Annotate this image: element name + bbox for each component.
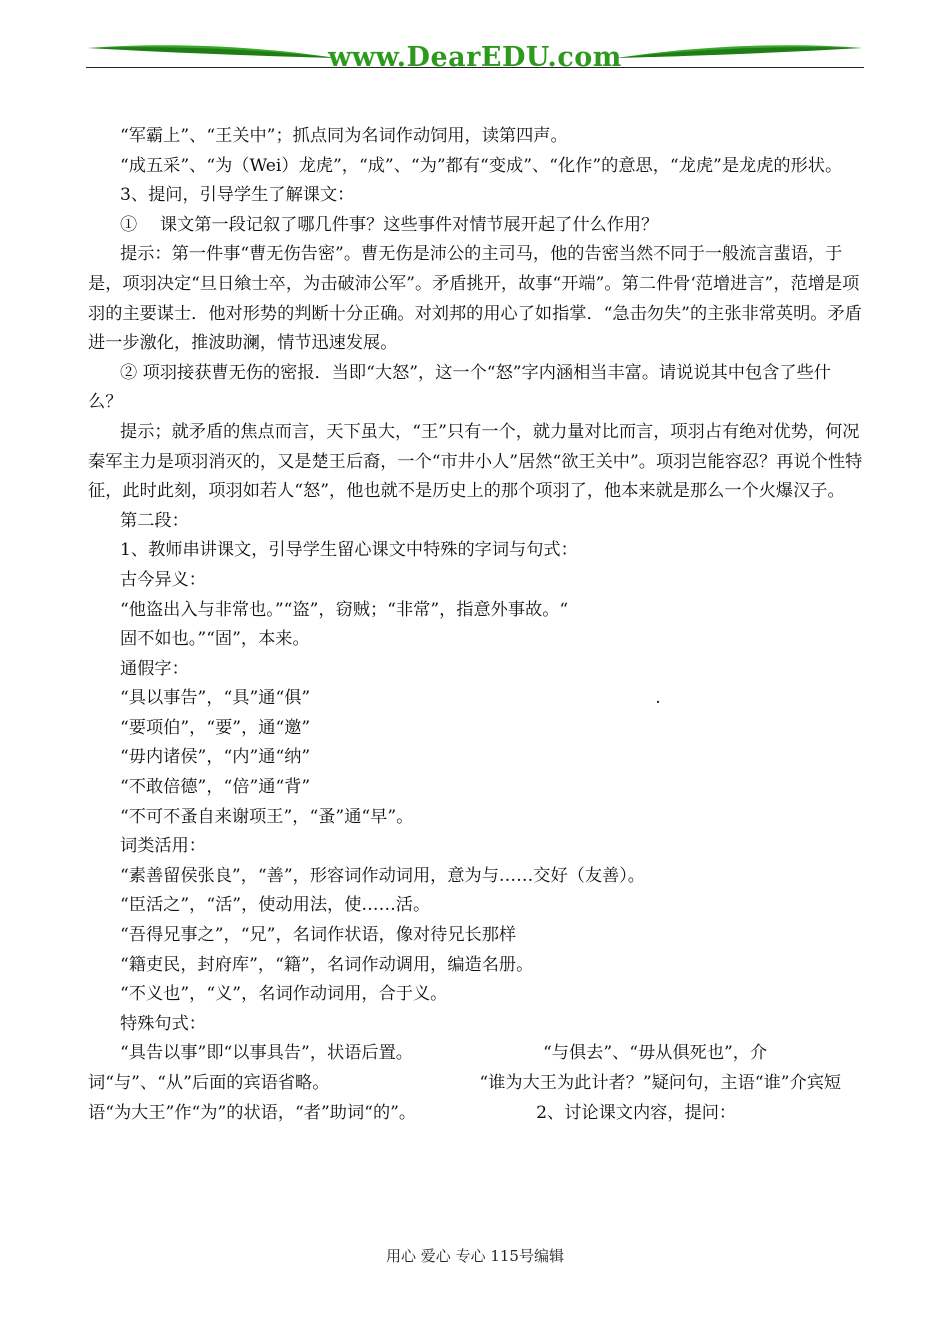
paragraph: “要项伯”，“要”，通“邀”	[120, 717, 311, 738]
stray-mark: .	[655, 688, 661, 709]
site-logo-text: www.DearEDU.com	[328, 42, 622, 73]
subheading: 特殊句式：	[120, 1013, 206, 1034]
paragraph	[88, 684, 864, 714]
paragraph: “毋内诸侯”，“内”通“纳”	[120, 747, 311, 768]
subheading: 古今异义：	[120, 569, 206, 590]
document-body	[88, 122, 864, 1128]
paragraph-text: “谁为大王为此计者？”疑问句，主语“谁”介宾短语“为大王”作“为”的状语，“者”助词“的”。	[88, 1073, 842, 1123]
paragraph-text: “具告以事”即“以事具告”，状语后置。	[120, 1043, 413, 1064]
paragraph: 提示：第一件事“曹无伤告密”。曹无伤是沛公的主司马，他的告密当然不同于一般流言蜚语，于是，项羽决定“旦日飨士卒，为击破沛公军”。矛盾挑开，故事“开端”。第二件骨‘范增进言”，范增是项羽的主要谋士．他对形势的判断十分正确。对刘邦的用心了如指掌．“急击勿失”的主张非常英明。矛盾进一步激化，推波助澜，情节迅速发展。	[88, 244, 862, 354]
paragraph: “不可不蚤自来谢项王”，“蚤”通“早”。	[120, 806, 414, 827]
paragraph: “不义也”，“义”，名词作动词用，合于义。	[120, 984, 448, 1005]
paragraph: “不敢倍德”，“倍”通“背”	[120, 777, 311, 798]
subheading: 词类活用：	[120, 836, 206, 857]
paragraph: 1、教师串讲课文，引导学生留心课文中特殊的字词与句式：	[120, 540, 578, 561]
paragraph: “吾得兄事之”，“兄”，名词作状语，像对待兄长那样	[120, 925, 517, 946]
paragraph: “素善留侯张良”，“善”，形容词作动词用，意为与……交好（友善）。	[120, 865, 645, 886]
header-divider	[86, 67, 864, 68]
paragraph: 提示；就矛盾的焦点而言，天下虽大，“王”只有一个，就力量对比而言，项羽占有绝对优势，何况秦军主力是项羽消灭的，又是楚王后裔，一个“市井小人”居然“欲王关中”。项羽岂能容忍？再说个性特征，此时此刻，项羽如若人“怒”，他也就不是历史上的那个项羽了，他本来就是那么一个火爆汉子。	[88, 421, 863, 502]
paragraph-text: 介词“与”、“从”后面的宾语省略。	[88, 1043, 768, 1093]
paragraph: “成五采”、“为（Wei）龙虎”，“成”、“为”都有“变成”、“化作”的意思，“龙虎”是龙虎的形状。	[120, 155, 843, 176]
paragraph-text: “具以事告”，“具”通“俱”	[120, 688, 311, 709]
paragraph-text: “与俱去”、“毋从俱死也”，	[542, 1043, 750, 1064]
section-heading: 第二段：	[120, 510, 189, 531]
paragraph: ① 课文第一段记叙了哪几件事？这些事件对情节展开起了什么作用？	[120, 214, 659, 235]
paragraph: “他盗出入与非常也。”“盗”，窃贼；“非常”，指意外事故。“	[120, 599, 569, 620]
paragraph-text: 2、讨论课文内容，提问：	[536, 1102, 737, 1123]
paragraph: “籍吏民，封府库”，“籍”，名词作动调用，编造名册。	[120, 954, 534, 975]
page-footer: 用心 爱心 专心 115号编辑	[386, 1247, 564, 1265]
paragraph: ② 项羽接获曹无伤的密报．当即“大怒”，这一个“怒”字内涵相当丰富。请说说其中包含了些什么？	[88, 362, 831, 413]
paragraph	[88, 1039, 864, 1128]
paragraph: 3、提问，引导学生了解课文：	[120, 185, 355, 206]
paragraph: “臣活之”，“活”，使动用法，使……活。	[120, 895, 431, 916]
paragraph: “军霸上”、“王关中”；抓点同为名词作动饲用，读第四声。	[120, 126, 568, 146]
paragraph: 固不如也。”“固”，本来。	[120, 629, 310, 650]
subheading: 通假字：	[120, 658, 189, 679]
